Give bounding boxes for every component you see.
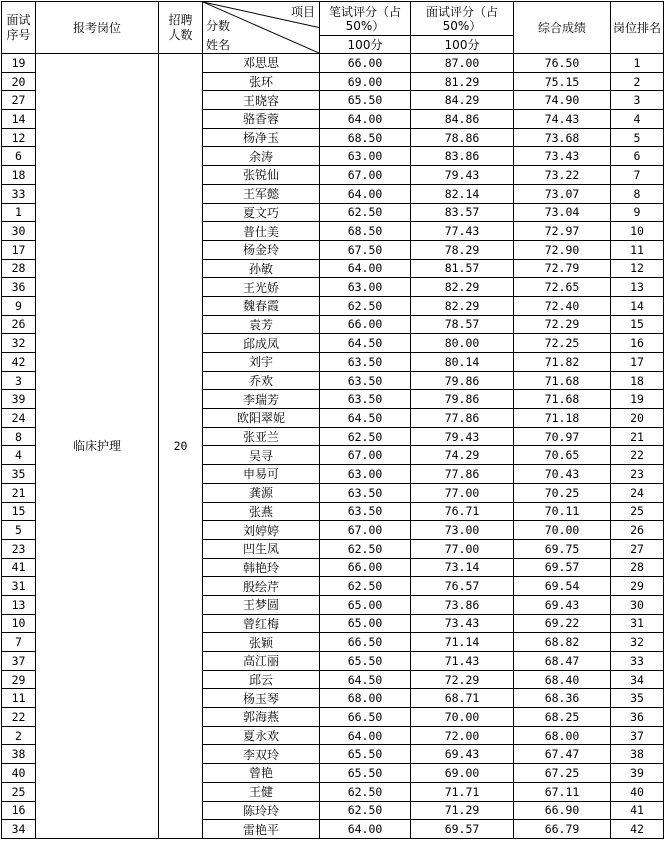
- cell-interview: 71.71: [411, 782, 514, 801]
- cell-written: 64.00: [320, 259, 411, 278]
- cell-name: 普仕美: [203, 222, 320, 241]
- cell-total: 68.40: [514, 670, 611, 689]
- cell-written: 65.50: [320, 91, 411, 110]
- cell-name: 夏文巧: [203, 203, 320, 222]
- cell-interview: 82.29: [411, 278, 514, 297]
- cell-total: 68.47: [514, 652, 611, 671]
- cell-written: 62.50: [320, 296, 411, 315]
- cell-seq: 42: [2, 353, 36, 372]
- cell-seq: 26: [2, 315, 36, 334]
- cell-written: 66.00: [320, 54, 411, 73]
- header-score-label: 分数: [206, 19, 231, 33]
- cell-interview: 87.00: [411, 54, 514, 73]
- cell-name: 曾红梅: [203, 614, 320, 633]
- cell-written: 68.50: [320, 128, 411, 147]
- cell-written: 66.50: [320, 708, 411, 727]
- cell-rank: 38: [611, 745, 664, 764]
- cell-total: 68.36: [514, 689, 611, 708]
- cell-written: 64.00: [320, 110, 411, 129]
- cell-total: 70.43: [514, 465, 611, 484]
- cell-rank: 2: [611, 72, 664, 91]
- cell-written: 63.50: [320, 371, 411, 390]
- cell-total: 72.97: [514, 222, 611, 241]
- cell-interview: 69.43: [411, 745, 514, 764]
- cell-interview: 77.86: [411, 409, 514, 428]
- cell-written: 63.50: [320, 390, 411, 409]
- cell-rank: 29: [611, 577, 664, 596]
- cell-rank: 7: [611, 166, 664, 185]
- cell-rank: 32: [611, 633, 664, 652]
- cell-name: 魏春霞: [203, 296, 320, 315]
- cell-written: 65.50: [320, 745, 411, 764]
- cell-rank: 36: [611, 708, 664, 727]
- cell-rank: 35: [611, 689, 664, 708]
- header-rank: 岗位排名: [611, 2, 664, 54]
- cell-total: 69.75: [514, 539, 611, 558]
- cell-seq: 35: [2, 465, 36, 484]
- cell-total: 71.68: [514, 371, 611, 390]
- header-interview: [411, 2, 514, 36]
- cell-interview: 77.00: [411, 539, 514, 558]
- cell-seq: 33: [2, 184, 36, 203]
- cell-interview: 76.57: [411, 577, 514, 596]
- cell-written: 62.50: [320, 801, 411, 820]
- cell-name: 袁芳: [203, 315, 320, 334]
- cell-name: 邓思思: [203, 54, 320, 73]
- cell-rank: 9: [611, 203, 664, 222]
- cell-rank: 22: [611, 446, 664, 465]
- header-written-full: 100分: [320, 36, 411, 54]
- cell-written: 62.50: [320, 782, 411, 801]
- cell-interview: 73.43: [411, 614, 514, 633]
- cell-name: 王梦圆: [203, 595, 320, 614]
- cell-total: 74.90: [514, 91, 611, 110]
- cell-written: 67.00: [320, 521, 411, 540]
- cell-seq: 38: [2, 745, 36, 764]
- cell-seq: 18: [2, 166, 36, 185]
- cell-total: 70.97: [514, 427, 611, 446]
- cell-interview: 80.00: [411, 334, 514, 353]
- cell-name: 凹生凤: [203, 539, 320, 558]
- cell-name: 曾艳: [203, 764, 320, 783]
- cell-interview: 82.14: [411, 184, 514, 203]
- cell-total: 74.43: [514, 110, 611, 129]
- cell-interview: 72.00: [411, 726, 514, 745]
- cell-rank: 26: [611, 521, 664, 540]
- cell-name: 刘婷婷: [203, 521, 320, 540]
- cell-total: 70.11: [514, 502, 611, 521]
- cell-seq: 22: [2, 708, 36, 727]
- cell-rank: 21: [611, 427, 664, 446]
- cell-rank: 23: [611, 465, 664, 484]
- cell-interview: 69.57: [411, 820, 514, 839]
- cell-interview: 78.86: [411, 128, 514, 147]
- cell-rank: 31: [611, 614, 664, 633]
- cell-written: 63.00: [320, 465, 411, 484]
- cell-seq: 6: [2, 147, 36, 166]
- cell-seq: 12: [2, 128, 36, 147]
- cell-interview: 68.71: [411, 689, 514, 708]
- cell-rank: 37: [611, 726, 664, 745]
- cell-rank: 8: [611, 184, 664, 203]
- cell-rank: 15: [611, 315, 664, 334]
- cell-total: 69.54: [514, 577, 611, 596]
- cell-interview: 73.00: [411, 521, 514, 540]
- cell-interview: 77.00: [411, 483, 514, 502]
- cell-name: 张颖: [203, 633, 320, 652]
- cell-seq: 36: [2, 278, 36, 297]
- cell-total: 70.65: [514, 446, 611, 465]
- cell-rank: 1: [611, 54, 664, 73]
- cell-name: 张锐仙: [203, 166, 320, 185]
- cell-seq: 14: [2, 110, 36, 129]
- cell-name: 王军懿: [203, 184, 320, 203]
- cell-name: 吴寻: [203, 446, 320, 465]
- cell-total: 75.15: [514, 72, 611, 91]
- cell-rank: 16: [611, 334, 664, 353]
- cell-name: 孙敏: [203, 259, 320, 278]
- cell-total: 73.22: [514, 166, 611, 185]
- cell-total: 72.65: [514, 278, 611, 297]
- cell-name: 殷绘芹: [203, 577, 320, 596]
- cell-seq: 19: [2, 54, 36, 73]
- cell-name: 杨净玉: [203, 128, 320, 147]
- cell-seq: 25: [2, 782, 36, 801]
- cell-written: 65.50: [320, 764, 411, 783]
- cell-rank: 25: [611, 502, 664, 521]
- cell-seq: 24: [2, 409, 36, 428]
- cell-interview: 73.86: [411, 595, 514, 614]
- cell-rank: 18: [611, 371, 664, 390]
- cell-written: 65.00: [320, 614, 411, 633]
- cell-rank: 27: [611, 539, 664, 558]
- cell-name: 张环: [203, 72, 320, 91]
- cell-written: 63.00: [320, 147, 411, 166]
- cell-name: 邱云: [203, 670, 320, 689]
- cell-seq: 39: [2, 390, 36, 409]
- cell-total: 68.00: [514, 726, 611, 745]
- cell-total: 67.47: [514, 745, 611, 764]
- cell-name: 龚源: [203, 483, 320, 502]
- cell-rank: 28: [611, 558, 664, 577]
- header-interview-label: 面试评分（占50%）: [425, 4, 498, 33]
- cell-rank: 20: [611, 409, 664, 428]
- cell-total: 69.57: [514, 558, 611, 577]
- cell-name: 骆香蓉: [203, 110, 320, 129]
- header-quota: [159, 2, 203, 54]
- cell-total: 72.79: [514, 259, 611, 278]
- cell-rank: 33: [611, 652, 664, 671]
- header-seq-label: 面试序号: [6, 12, 31, 42]
- cell-written: 65.50: [320, 652, 411, 671]
- cell-total: 67.11: [514, 782, 611, 801]
- cell-total: 71.68: [514, 390, 611, 409]
- cell-rank: 5: [611, 128, 664, 147]
- cell-interview: 69.00: [411, 764, 514, 783]
- cell-total: 69.22: [514, 614, 611, 633]
- cell-interview: 84.29: [411, 91, 514, 110]
- cell-name: 雷艳平: [203, 820, 320, 839]
- cell-interview: 77.86: [411, 465, 514, 484]
- cell-total: 72.90: [514, 240, 611, 259]
- cell-name: 邱成凤: [203, 334, 320, 353]
- cell-rank: 42: [611, 820, 664, 839]
- cell-total: 68.25: [514, 708, 611, 727]
- cell-name: 郭海燕: [203, 708, 320, 727]
- cell-total: 73.43: [514, 147, 611, 166]
- cell-rank: 24: [611, 483, 664, 502]
- cell-name: 杨金玲: [203, 240, 320, 259]
- cell-interview: 81.29: [411, 72, 514, 91]
- cell-seq: 28: [2, 259, 36, 278]
- cell-total: 69.43: [514, 595, 611, 614]
- cell-name: 李双玲: [203, 745, 320, 764]
- cell-name: 王晓容: [203, 91, 320, 110]
- cell-rank: 39: [611, 764, 664, 783]
- cell-name: 刘宇: [203, 353, 320, 372]
- cell-total: 70.25: [514, 483, 611, 502]
- cell-total: 73.04: [514, 203, 611, 222]
- cell-total: 70.00: [514, 521, 611, 540]
- cell-name: 张亚兰: [203, 427, 320, 446]
- cell-written: 63.50: [320, 353, 411, 372]
- cell-written: 66.00: [320, 558, 411, 577]
- cell-total: 73.68: [514, 128, 611, 147]
- cell-interview: 80.14: [411, 353, 514, 372]
- cell-interview: 78.29: [411, 240, 514, 259]
- cell-rank: 11: [611, 240, 664, 259]
- cell-seq: 9: [2, 296, 36, 315]
- cell-total: 72.40: [514, 296, 611, 315]
- cell-total: 68.82: [514, 633, 611, 652]
- cell-total: 72.29: [514, 315, 611, 334]
- cell-written: 64.50: [320, 334, 411, 353]
- cell-interview: 79.43: [411, 427, 514, 446]
- cell-seq: 15: [2, 502, 36, 521]
- cell-written: 67.00: [320, 446, 411, 465]
- cell-total: 66.90: [514, 801, 611, 820]
- cell-interview: 76.71: [411, 502, 514, 521]
- header-item-label: 项目: [290, 5, 315, 19]
- cell-written: 63.50: [320, 502, 411, 521]
- cell-rank: 17: [611, 353, 664, 372]
- cell-written: 67.50: [320, 240, 411, 259]
- header-seq: [2, 2, 36, 54]
- cell-seq: 3: [2, 371, 36, 390]
- cell-name: 乔欢: [203, 371, 320, 390]
- cell-rank: 19: [611, 390, 664, 409]
- cell-position: 临床护理: [36, 54, 159, 839]
- header-written-label: 笔试评分（占50%）: [328, 4, 401, 33]
- cell-seq: 20: [2, 72, 36, 91]
- cell-interview: 83.86: [411, 147, 514, 166]
- header-written: [320, 2, 411, 36]
- cell-seq: 30: [2, 222, 36, 241]
- cell-interview: 83.57: [411, 203, 514, 222]
- cell-seq: 34: [2, 820, 36, 839]
- cell-seq: 11: [2, 689, 36, 708]
- cell-rank: 14: [611, 296, 664, 315]
- cell-total: 66.79: [514, 820, 611, 839]
- cell-rank: 6: [611, 147, 664, 166]
- cell-seq: 29: [2, 670, 36, 689]
- cell-quota: 20: [159, 54, 203, 839]
- cell-total: 73.07: [514, 184, 611, 203]
- cell-written: 62.50: [320, 577, 411, 596]
- cell-rank: 34: [611, 670, 664, 689]
- cell-name: 杨玉琴: [203, 689, 320, 708]
- cell-seq: 1: [2, 203, 36, 222]
- header-quota-label: 招聘人数: [168, 12, 193, 42]
- cell-seq: 10: [2, 614, 36, 633]
- cell-interview: 70.00: [411, 708, 514, 727]
- cell-written: 69.00: [320, 72, 411, 91]
- cell-name: 余涛: [203, 147, 320, 166]
- cell-written: 68.50: [320, 222, 411, 241]
- cell-interview: 79.86: [411, 371, 514, 390]
- header-name-label: 姓名: [206, 38, 231, 52]
- cell-name: 欧阳翠妮: [203, 409, 320, 428]
- cell-written: 63.50: [320, 483, 411, 502]
- cell-interview: 72.29: [411, 670, 514, 689]
- cell-written: 64.00: [320, 820, 411, 839]
- cell-name: 王光娇: [203, 278, 320, 297]
- cell-written: 64.50: [320, 409, 411, 428]
- cell-seq: 21: [2, 483, 36, 502]
- header-total: 综合成绩: [514, 2, 611, 54]
- cell-written: 67.00: [320, 166, 411, 185]
- cell-total: 76.50: [514, 54, 611, 73]
- cell-seq: 27: [2, 91, 36, 110]
- cell-written: 63.00: [320, 278, 411, 297]
- cell-interview: 79.43: [411, 166, 514, 185]
- cell-seq: 7: [2, 633, 36, 652]
- header-interview-full: 100分: [411, 36, 514, 54]
- cell-rank: 40: [611, 782, 664, 801]
- cell-written: 66.00: [320, 315, 411, 334]
- cell-seq: 23: [2, 539, 36, 558]
- cell-name: 夏永欢: [203, 726, 320, 745]
- cell-written: 64.00: [320, 726, 411, 745]
- cell-name: 申易可: [203, 465, 320, 484]
- cell-interview: 82.29: [411, 296, 514, 315]
- cell-interview: 71.29: [411, 801, 514, 820]
- cell-written: 62.50: [320, 539, 411, 558]
- cell-rank: 41: [611, 801, 664, 820]
- cell-written: 66.50: [320, 633, 411, 652]
- header-diagonal-cell: [203, 2, 320, 54]
- results-table: [1, 1, 664, 839]
- cell-interview: 71.43: [411, 652, 514, 671]
- cell-total: 71.82: [514, 353, 611, 372]
- cell-rank: 3: [611, 91, 664, 110]
- cell-interview: 81.57: [411, 259, 514, 278]
- cell-name: 高江丽: [203, 652, 320, 671]
- cell-seq: 8: [2, 427, 36, 446]
- cell-rank: 12: [611, 259, 664, 278]
- header-position: 报考岗位: [36, 2, 159, 54]
- cell-seq: 31: [2, 577, 36, 596]
- cell-total: 67.25: [514, 764, 611, 783]
- cell-rank: 13: [611, 278, 664, 297]
- cell-rank: 4: [611, 110, 664, 129]
- cell-name: 王健: [203, 782, 320, 801]
- results-body: [2, 54, 664, 839]
- cell-seq: 2: [2, 726, 36, 745]
- cell-seq: 32: [2, 334, 36, 353]
- cell-interview: 84.86: [411, 110, 514, 129]
- table-row: [2, 54, 664, 73]
- cell-seq: 16: [2, 801, 36, 820]
- cell-written: 62.50: [320, 203, 411, 222]
- cell-interview: 77.43: [411, 222, 514, 241]
- cell-interview: 71.14: [411, 633, 514, 652]
- cell-interview: 78.57: [411, 315, 514, 334]
- cell-name: 李瑞芳: [203, 390, 320, 409]
- cell-seq: 17: [2, 240, 36, 259]
- cell-written: 62.50: [320, 427, 411, 446]
- cell-name: 陈玲玲: [203, 801, 320, 820]
- cell-written: 68.00: [320, 689, 411, 708]
- cell-seq: 40: [2, 764, 36, 783]
- cell-interview: 74.29: [411, 446, 514, 465]
- cell-rank: 30: [611, 595, 664, 614]
- cell-name: 张燕: [203, 502, 320, 521]
- cell-seq: 37: [2, 652, 36, 671]
- cell-name: 韩艳玲: [203, 558, 320, 577]
- cell-seq: 13: [2, 595, 36, 614]
- cell-total: 71.18: [514, 409, 611, 428]
- cell-seq: 5: [2, 521, 36, 540]
- cell-seq: 4: [2, 446, 36, 465]
- cell-written: 65.00: [320, 595, 411, 614]
- cell-rank: 10: [611, 222, 664, 241]
- cell-written: 64.00: [320, 184, 411, 203]
- cell-total: 72.25: [514, 334, 611, 353]
- cell-written: 64.50: [320, 670, 411, 689]
- cell-seq: 41: [2, 558, 36, 577]
- cell-interview: 79.86: [411, 390, 514, 409]
- cell-interview: 73.14: [411, 558, 514, 577]
